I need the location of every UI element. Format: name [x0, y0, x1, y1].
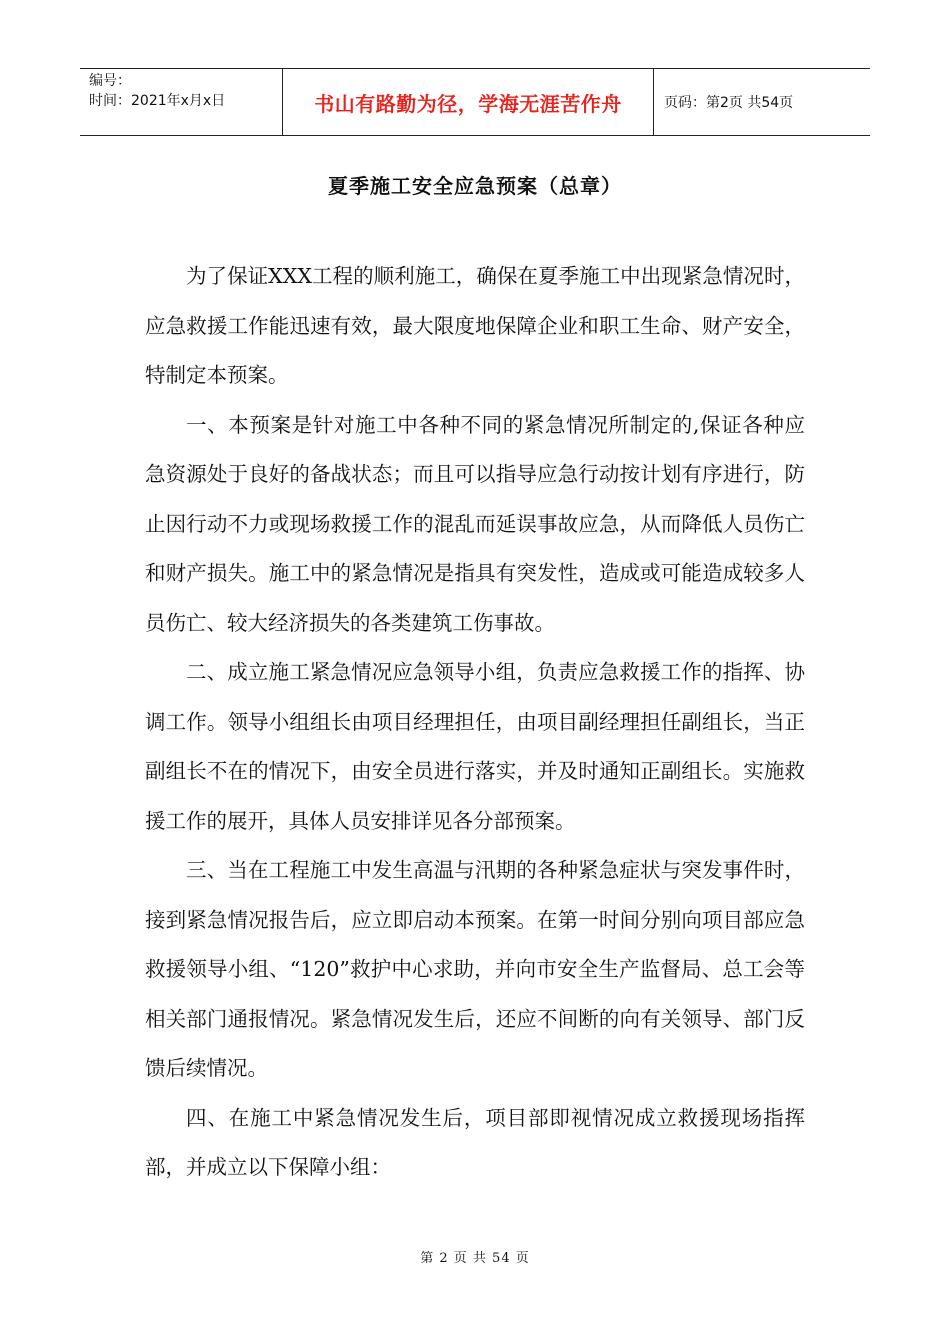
document-number-label: 编号：: [89, 73, 131, 89]
header-meta-cell: [80, 69, 282, 135]
document-header: [80, 68, 870, 136]
document-time-label: 时间：2021年x月x日: [89, 93, 226, 109]
header-motto: 书山有路勤为径，学海无涯苦作舟: [282, 69, 654, 135]
paragraph: 一、本预案是针对施工中各种不同的紧急情况所制定的,保证各种应急资源处于良好的备战状态；而且可以指导应急行动按计划有序进行，防止因行动不力或现场救援工作的混乱而延误事故应急，从而降低人员伤亡和财产损失。施工中的紧急情况是指具有突发性，造成或可能造成较多人员伤亡、较大经济损失的各类建筑工伤事故。: [145, 412, 805, 635]
paragraph: 二、成立施工紧急情况应急领导小组，负责应急救援工作的指挥、协调工作。领导小组组长由项目经理担任，由项目副经理担任副组长，当正副组长不在的情况下，由安全员进行落实，并及时通知正副组长。实施救援工作的展开，具体人员安排详见各分部预案。: [145, 660, 805, 833]
document-title: 夏季施工安全应急预案（总章）: [328, 174, 622, 198]
paragraph: 四、在施工中紧急情况发生后，项目部即视情况成立救援现场指挥部，并成立以下保障小组：: [145, 1105, 805, 1179]
paragraph: 三、当在工程施工中发生高温与汛期的各种紧急症状与突发事件时，接到紧急情况报告后，应立即启动本预案。在第一时间分别向项目部应急救援领导小组、“120”救护中心求助，并向市安全生产监督局、总工会等相关部门通报情况。紧急情况发生后，还应不间断的向有关领导、部门反馈后续情况。: [145, 858, 805, 1080]
document-body: [145, 252, 805, 1193]
header-page-info: 页码：第2页 共54页: [664, 95, 794, 111]
paragraph: 为了保证XXX工程的顺利施工，确保在夏季施工中出现紧急情况时，应急救援工作能迅速有效，最大限度地保障企业和职工生命、财产安全，特制定本预案。: [145, 264, 805, 387]
page-footer: 第 2 页 共 54 页: [420, 1251, 530, 1266]
